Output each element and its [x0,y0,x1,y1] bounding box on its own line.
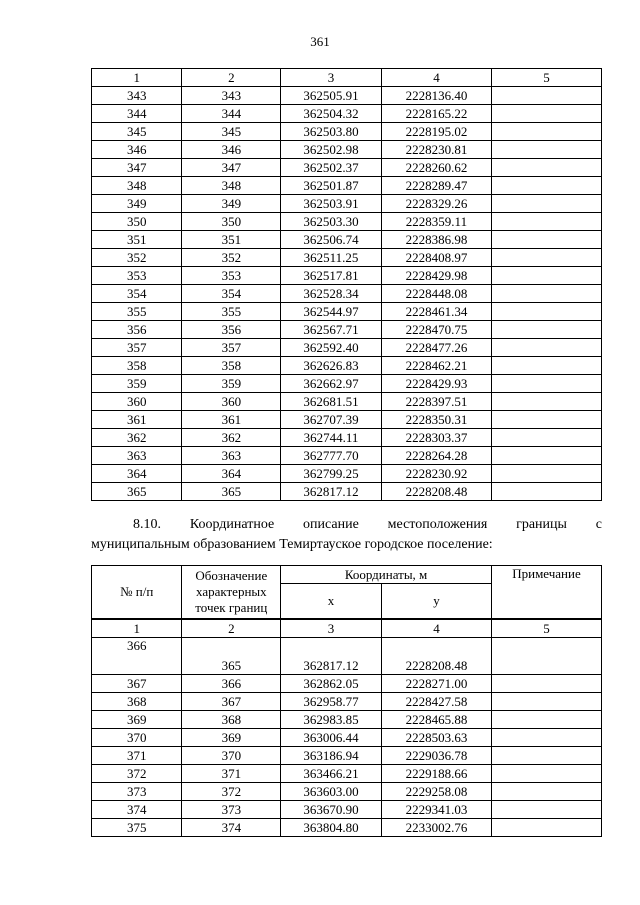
cell-note [491,249,601,267]
cell-y: 2228136.40 [381,87,491,105]
cell-number: 373 [92,783,182,801]
table-header-row [92,566,602,584]
cell-number: 370 [92,729,182,747]
column-index: 5 [491,619,601,638]
cell-x: 362511.25 [281,249,382,267]
cell-note [491,177,601,195]
cell-x: 362506.74 [281,231,382,249]
cell-y: 2228303.37 [381,429,491,447]
cell-point: 357 [182,339,281,357]
cell-x: 362592.40 [281,339,382,357]
header-note: Примечание [491,566,601,620]
cell-y: 2228329.26 [381,195,491,213]
table-row [92,747,602,765]
cell-number: 359 [92,375,182,393]
cell-x: 362777.70 [281,447,382,465]
paragraph-line-2: муниципальным образованием Темиртауское городское поселение: [91,537,493,552]
cell-point: 356 [182,321,281,339]
cell-note [491,747,601,765]
cell-y: 2228208.48 [381,483,491,501]
cell-point: 367 [182,693,281,711]
cell-x: 362707.39 [281,411,382,429]
cell-note [491,213,601,231]
cell-point: 374 [182,819,281,837]
cell-number: 374 [92,801,182,819]
column-index: 3 [281,619,382,638]
cell-number: 362 [92,429,182,447]
cell-note [491,357,601,375]
header-point: Обозначение характерных точек границ [182,566,281,620]
cell-note [491,693,601,711]
cell-note [491,465,601,483]
table-row [92,729,602,747]
table-row [92,447,602,465]
cell-x: 362502.98 [281,141,382,159]
column-index: 3 [281,69,382,87]
cell-y: 2228429.98 [381,267,491,285]
cell-number: 368 [92,693,182,711]
table-row [92,285,602,303]
cell-y: 2228465.88 [381,711,491,729]
cell-number: 354 [92,285,182,303]
cell-y: 2229036.78 [381,747,491,765]
cell-x: 362662.97 [281,375,382,393]
page-number: 361 [310,34,330,49]
table-row [92,267,602,285]
cell-y: 2228427.58 [381,693,491,711]
cell-point: 349 [182,195,281,213]
cell-y: 2228461.34 [381,303,491,321]
cell-y: 2228462.21 [381,357,491,375]
cell-note [491,393,601,411]
cell-y: 2228230.81 [381,141,491,159]
cell-note [491,87,601,105]
cell-point: 363 [182,447,281,465]
cell-point: 344 [182,105,281,123]
cell-number: 363 [92,447,182,465]
cell-note [491,783,601,801]
cell-x: 362503.91 [281,195,382,213]
cell-point: 346 [182,141,281,159]
cell-note [491,231,601,249]
cell-number: 364 [92,465,182,483]
table-row [92,195,602,213]
cell-y: 2229188.66 [381,765,491,783]
cell-number: 360 [92,393,182,411]
cell-y: 2233002.76 [381,819,491,837]
cell-y: 2228271.00 [381,675,491,693]
table-body [92,87,602,501]
column-index: 1 [92,69,182,87]
cell-x: 362504.32 [281,105,382,123]
header-x: x [281,584,382,620]
cell-point: 354 [182,285,281,303]
cell-note [491,375,601,393]
cell-x: 362544.97 [281,303,382,321]
cell-point: 353 [182,267,281,285]
cell-y: 2228230.92 [381,465,491,483]
cell-y: 2228448.08 [381,285,491,303]
header-y: y [381,584,491,620]
cell-y: 2228477.26 [381,339,491,357]
cell-number: 357 [92,339,182,357]
cell-y: 2228195.02 [381,123,491,141]
table-row [92,693,602,711]
table-row [92,159,602,177]
cell-point: 355 [182,303,281,321]
cell-x: 363006.44 [281,729,382,747]
cell-point: 369 [182,729,281,747]
cell-point: 345 [182,123,281,141]
cell-x: 362799.25 [281,465,382,483]
cell-number: 352 [92,249,182,267]
cell-y: 2228359.11 [381,213,491,231]
cell-note [491,267,601,285]
table-row [92,375,602,393]
paragraph-word: с [595,517,602,532]
cell-x: 363466.21 [281,765,382,783]
cell-x: 362626.83 [281,357,382,375]
cell-number: 366 [92,638,182,675]
cell-note [491,339,601,357]
column-index: 2 [182,69,281,87]
cell-y: 2229258.08 [381,783,491,801]
cell-x: 362744.11 [281,429,382,447]
table-row [92,411,602,429]
table-row [92,213,602,231]
cell-note [491,105,601,123]
cell-note [491,765,601,783]
cell-y: 2228208.48 [381,638,491,675]
cell-point: 368 [182,711,281,729]
table-row [92,141,602,159]
table-row [92,675,602,693]
cell-number: 367 [92,675,182,693]
cell-note [491,447,601,465]
cell-y: 2228289.47 [381,177,491,195]
cell-y: 2228408.97 [381,249,491,267]
table-row [92,783,602,801]
cell-point: 366 [182,675,281,693]
cell-number: 349 [92,195,182,213]
cell-note [491,321,601,339]
cell-x: 362501.87 [281,177,382,195]
table-row [92,321,602,339]
cell-number: 361 [92,411,182,429]
cell-note [491,675,601,693]
cell-point: 343 [182,87,281,105]
paragraph-line-1 [91,515,602,535]
cell-point: 358 [182,357,281,375]
table-row [92,357,602,375]
table-row [92,429,602,447]
cell-note [491,303,601,321]
cell-number: 345 [92,123,182,141]
cell-point: 348 [182,177,281,195]
cell-x: 362567.71 [281,321,382,339]
cell-x: 362983.85 [281,711,382,729]
cell-number: 371 [92,747,182,765]
cell-x: 363603.00 [281,783,382,801]
cell-note [491,711,601,729]
cell-x: 362681.51 [281,393,382,411]
table-header-row [92,69,602,87]
cell-note [491,483,601,501]
paragraph-word: описание [303,517,359,532]
column-index: 4 [381,619,491,638]
cell-note [491,411,601,429]
coordinates-table [91,565,602,837]
cell-x: 362503.80 [281,123,382,141]
cell-note [491,729,601,747]
cell-number: 358 [92,357,182,375]
cell-number: 348 [92,177,182,195]
cell-point: 373 [182,801,281,819]
cell-point: 351 [182,231,281,249]
cell-x: 362503.30 [281,213,382,231]
cell-point: 372 [182,783,281,801]
cell-y: 2228386.98 [381,231,491,249]
table-row [92,465,602,483]
header-number: № п/п [92,566,182,620]
section-paragraph [91,515,602,555]
cell-point: 360 [182,393,281,411]
table-row [92,638,602,675]
cell-x: 362502.37 [281,159,382,177]
cell-x: 362958.77 [281,693,382,711]
paragraph-word: 8.10. [133,517,161,532]
cell-point: 350 [182,213,281,231]
cell-number: 346 [92,141,182,159]
cell-note [491,285,601,303]
cell-point: 365 [182,483,281,501]
table-row [92,819,602,837]
table-row [92,123,602,141]
cell-point: 352 [182,249,281,267]
cell-y: 2228260.62 [381,159,491,177]
cell-number: 347 [92,159,182,177]
cell-note [491,429,601,447]
cell-number: 343 [92,87,182,105]
cell-point: 364 [182,465,281,483]
column-index: 5 [491,69,601,87]
table-row [92,393,602,411]
cell-point: 362 [182,429,281,447]
table-index-row [92,619,602,638]
cell-y: 2228503.63 [381,729,491,747]
cell-note [491,123,601,141]
cell-number: 372 [92,765,182,783]
cell-number: 369 [92,711,182,729]
cell-number: 353 [92,267,182,285]
cell-y: 2228165.22 [381,105,491,123]
table-row [92,711,602,729]
paragraph-word: местоположения [387,517,488,532]
coordinates-table-continued [91,68,602,501]
table-row [92,801,602,819]
cell-y: 2228429.93 [381,375,491,393]
cell-number: 355 [92,303,182,321]
cell-point: 359 [182,375,281,393]
cell-point: 361 [182,411,281,429]
table-row [92,177,602,195]
cell-y: 2229341.03 [381,801,491,819]
cell-x: 362817.12 [281,483,382,501]
column-index: 2 [182,619,281,638]
cell-note [491,159,601,177]
table-body [92,638,602,837]
cell-note [491,819,601,837]
cell-number: 365 [92,483,182,501]
header-coordinates: Координаты, м [281,566,492,584]
table-row [92,765,602,783]
cell-x: 362817.12 [281,638,382,675]
cell-y: 2228350.31 [381,411,491,429]
cell-point: 347 [182,159,281,177]
paragraph-word: Координатное [189,517,275,532]
cell-point: 371 [182,765,281,783]
table-row [92,87,602,105]
cell-x: 362862.05 [281,675,382,693]
cell-x: 363186.94 [281,747,382,765]
column-index: 1 [92,619,182,638]
cell-x: 362505.91 [281,87,382,105]
cell-number: 344 [92,105,182,123]
cell-note [491,141,601,159]
cell-x: 362517.81 [281,267,382,285]
cell-number: 375 [92,819,182,837]
cell-y: 2228470.75 [381,321,491,339]
column-index: 4 [381,69,491,87]
table-row [92,483,602,501]
table-row [92,303,602,321]
cell-note [491,195,601,213]
table-row [92,249,602,267]
cell-number: 350 [92,213,182,231]
cell-point: 370 [182,747,281,765]
cell-y: 2228397.51 [381,393,491,411]
cell-note [491,801,601,819]
cell-number: 351 [92,231,182,249]
table-row [92,339,602,357]
cell-number: 356 [92,321,182,339]
cell-x: 363670.90 [281,801,382,819]
table-row [92,231,602,249]
cell-point: 365 [182,638,281,675]
cell-note [491,638,601,675]
cell-x: 363804.80 [281,819,382,837]
table-row [92,105,602,123]
cell-x: 362528.34 [281,285,382,303]
paragraph-word: границы [516,517,567,532]
cell-y: 2228264.28 [381,447,491,465]
